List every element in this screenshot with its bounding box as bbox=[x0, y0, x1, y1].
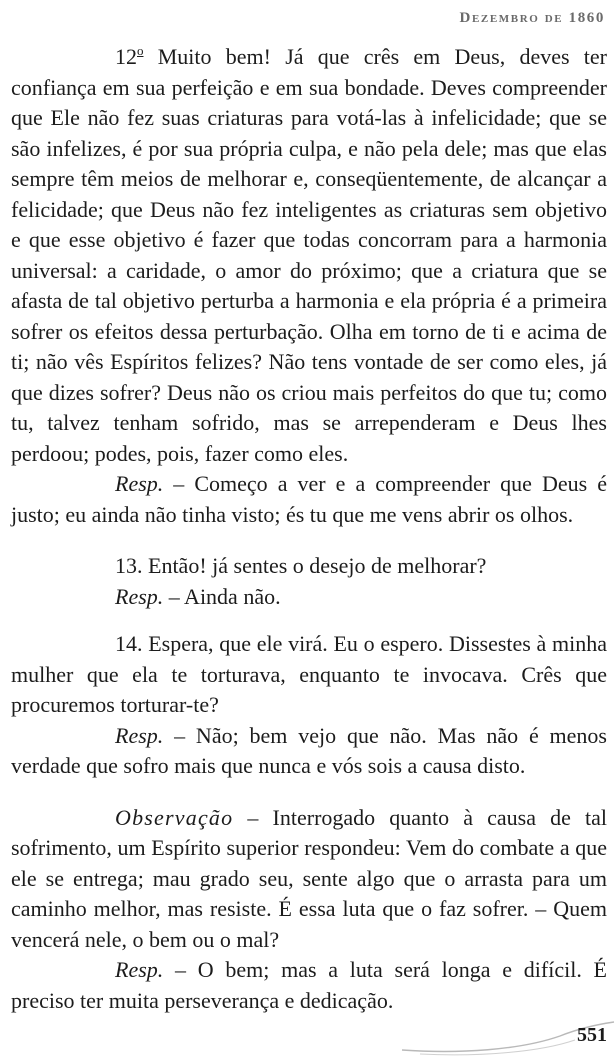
paragraph-14: 14. Espera, que ele virá. Eu o espero. Dissestes à minha mulher que ela te torturava, enquanto te invocava. Crês que procuremos torturar-te? bbox=[11, 631, 607, 717]
paragraph-12 bbox=[11, 42, 607, 469]
resp-label: Resp. bbox=[115, 957, 164, 982]
paragraph-number: 12 bbox=[115, 44, 137, 69]
response-observation bbox=[11, 955, 607, 1016]
running-header: Dezembro de 1860 bbox=[459, 10, 605, 26]
response-14 bbox=[11, 721, 607, 782]
page-number: 551 bbox=[577, 1024, 607, 1046]
response-13 bbox=[11, 582, 607, 613]
observation-text: – Interrogado quanto à causa de tal sofrimento, um Espírito superior respondeu: Vem do combate a que ele se entrega; mau grado seu, sente algo que o arrasta para um caminho melhor, mas resiste. É essa luta que o faz sofrer. – Quem vencerá nele, o bem ou o mal? bbox=[11, 804, 607, 952]
response-text: – O bem; mas a luta será longa e difícil. É preciso ter muita perseverança e dedicação. bbox=[11, 957, 607, 1013]
paragraph-13: 13. Então! já sentes o desejo de melhorar? bbox=[115, 553, 487, 578]
paragraph-text: Muito bem! Já que crês em Deus, deves ter confiança em sua perfeição e em sua bondade. Deves compreender que Ele não fez suas criaturas para votá-las à infelicidade; que se são infelizes, é por sua própria culpa, e não pela dele; mas que elas sempre têm meios de melhorar e, conseqüentemente, de alcançar a felicidade; que Deus não fez inteligentes as criaturas sem objetivo e que esse objetivo é fazer que todas concorram para a harmonia universal: a caridade, o amor do próximo; que a criatura que se afasta de tal objetivo perturba a harmonia e ela própria é a primeira sofrer os efeitos dessa perturbação. Olha em torno de ti e acima de ti; não vês Espíritos felizes? Não tens vontade de ser como eles, já que dizes sofrer? Deus não os criou mais perfeitos do que tu; como tu, talvez tenham sofrido, mas se arrependeram e Deus lhes perdoou; podes, pois, fazer como eles. bbox=[11, 44, 607, 466]
resp-label: Resp. bbox=[115, 722, 164, 748]
response-text: – Começo a ver e a compreender que Deus é justo; eu ainda não tinha visto; és tu que me vens abrir os olhos. bbox=[11, 471, 607, 527]
response-text: – Não; bem vejo que não. Mas não é menos verdade que sofro mais que nunca e vós sois a causa disto. bbox=[11, 722, 607, 778]
response-text: – Ainda não. bbox=[163, 583, 281, 609]
observation-label: Observação bbox=[115, 804, 234, 830]
resp-label: Resp. bbox=[115, 471, 164, 496]
ordinal-marker: o bbox=[137, 43, 144, 58]
response-12 bbox=[11, 469, 607, 530]
page-body bbox=[11, 42, 607, 1016]
resp-label: Resp. bbox=[115, 583, 164, 609]
observation bbox=[11, 803, 607, 956]
